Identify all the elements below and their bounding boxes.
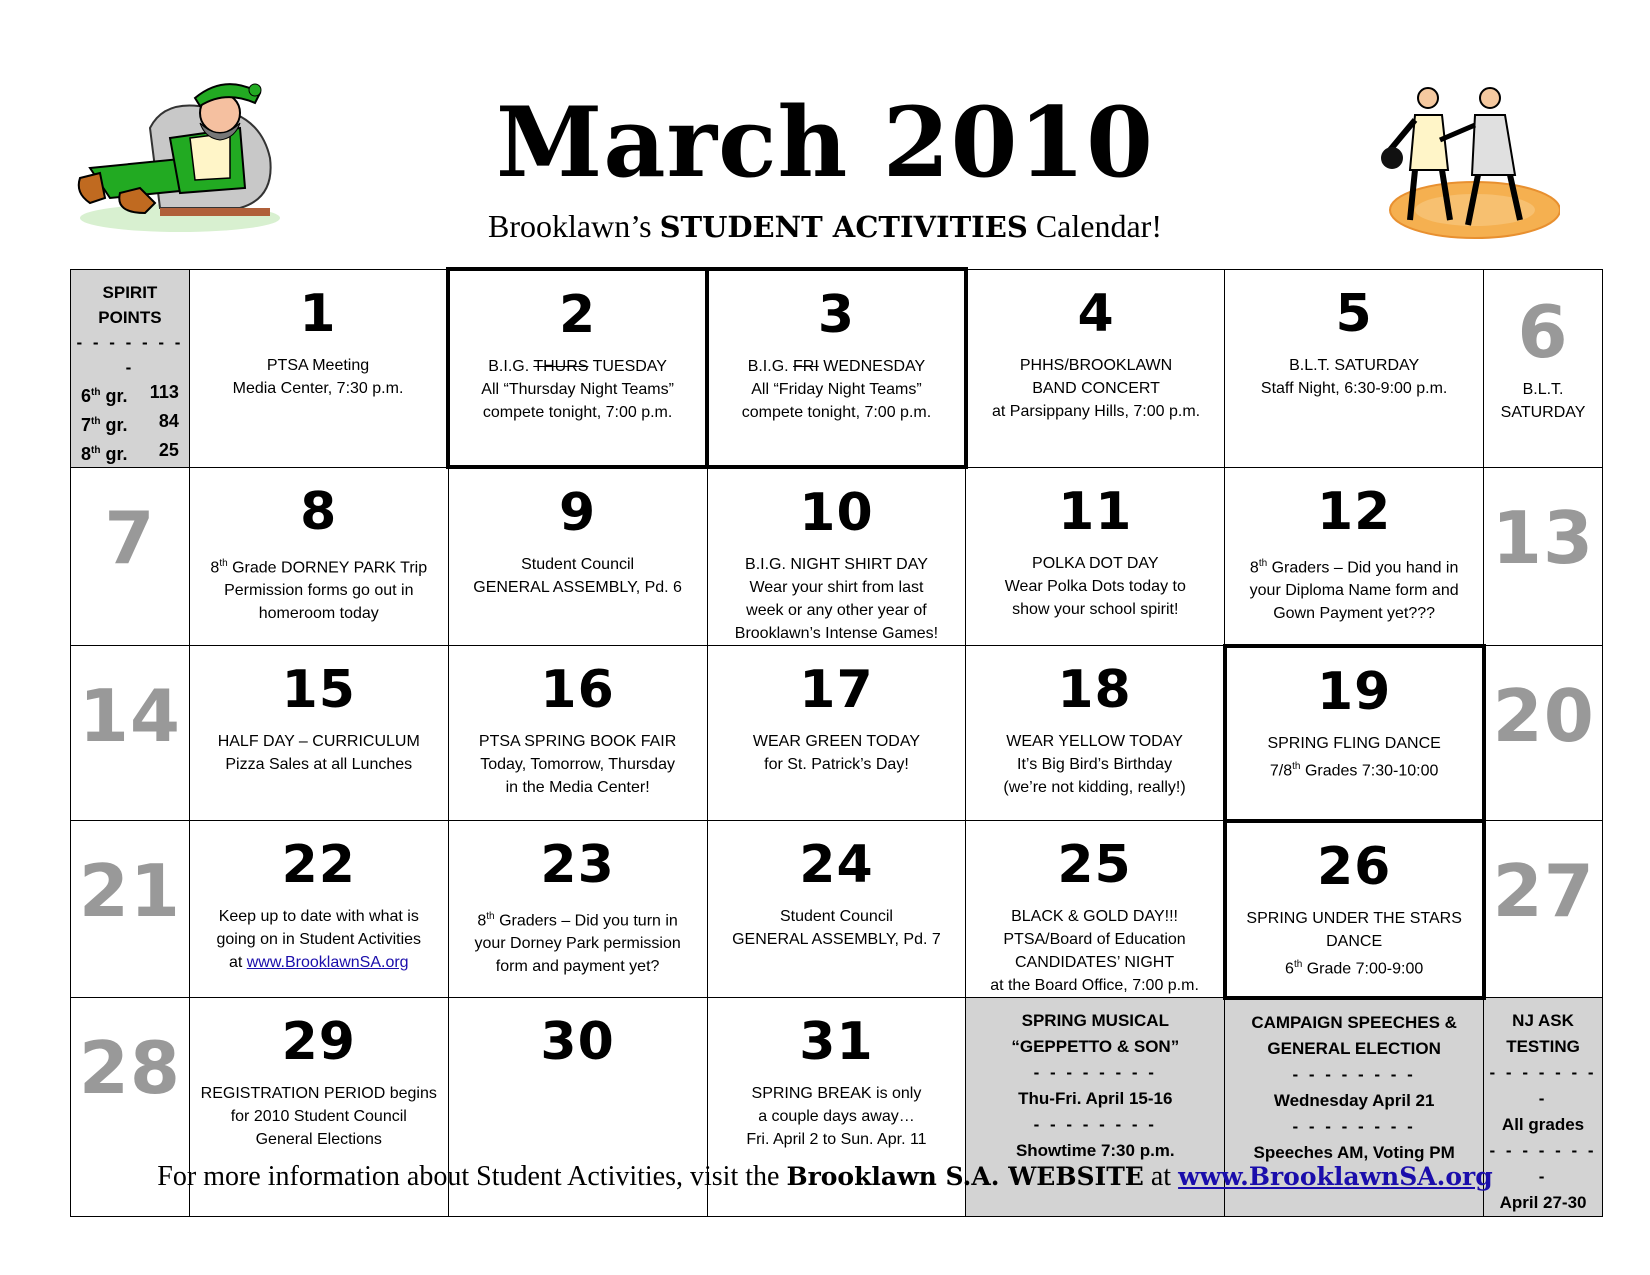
day-number: 18 xyxy=(1057,660,1132,720)
day-cell-20 xyxy=(1484,646,1603,821)
page-title: March 2010 xyxy=(496,86,1154,199)
day-number: 16 xyxy=(540,660,615,720)
day-cell-1 xyxy=(189,269,448,467)
day-cell-25 xyxy=(966,821,1225,998)
footer: For more information about Student Activities, visit the Brooklawn S.A. WEBSITE at www.BrooklawnSA.org xyxy=(157,1161,1493,1192)
day-cell-18 xyxy=(966,646,1225,821)
day-cell-23 xyxy=(448,821,707,998)
day-cell-11 xyxy=(966,467,1225,646)
day-cell-6 xyxy=(1484,269,1603,467)
day-number: 26 xyxy=(1316,836,1392,897)
day-number: 27 xyxy=(1492,849,1595,933)
day-event: B.I.G. FRI WEDNESDAY All “Friday Night Teams” compete tonight, 7:00 p.m. xyxy=(741,358,932,421)
day-number: 2 xyxy=(559,285,597,345)
day-event: REGISTRATION PERIOD begins for 2010 Student Council General Elections xyxy=(200,1085,437,1148)
day-number: 3 xyxy=(817,285,856,345)
day-cell-12 xyxy=(1225,467,1484,646)
day-cell-13 xyxy=(1484,467,1603,646)
spirit-separator: - - - - - - - - xyxy=(76,332,184,377)
day-number: 8 xyxy=(300,481,338,542)
day-number: 11 xyxy=(1058,481,1133,542)
day-cell-3 xyxy=(707,269,966,467)
struck-text: FRI xyxy=(793,358,819,375)
day-cell-7 xyxy=(71,467,190,646)
day-event: 8th Graders – Did you hand in your Diploma Name form and Gown Payment yet??? xyxy=(1249,557,1459,622)
day-cell-26 xyxy=(1225,821,1484,998)
day-event: WEAR GREEN TODAY for St. Patrick’s Day! xyxy=(752,733,921,773)
spirit-points-value: 25 xyxy=(158,439,179,460)
website-link[interactable]: www.BrooklawnSA.org xyxy=(246,954,409,971)
day-cell-15 xyxy=(189,646,448,821)
day-event: WEAR YELLOW TODAY It’s Big Bird’s Birthday (we’re not kidding, really!) xyxy=(1003,733,1186,796)
day-cell-9 xyxy=(448,467,707,646)
subtitle-bold: STUDENT ACTIVITIES xyxy=(659,210,1028,244)
day-event: PHHS/BROOKLAWN BAND CONCERT at Parsippany Hills, 7:00 p.m. xyxy=(992,356,1201,420)
subtitle-prefix: Brooklawn’s xyxy=(488,208,660,244)
spirit-row-7th: 7th gr. 84 xyxy=(71,409,189,438)
day-number: 28 xyxy=(78,1026,182,1110)
day-event: Keep up to date with what is going on in Student Activities at www.BrooklawnSA.org xyxy=(216,908,422,971)
day-number: 22 xyxy=(281,835,356,895)
day-number: 30 xyxy=(540,1012,615,1072)
upcoming-election: CAMPAIGN SPEECHES & GENERAL ELECTION - - - - - - - - Wednesday April 21 - - - - - - - - Speeches AM, Voting PM xyxy=(1225,998,1484,1217)
day-cell-19 xyxy=(1225,646,1484,821)
day-number: 5 xyxy=(1335,283,1373,344)
day-event: PTSA Meeting Media Center, 7:30 p.m. xyxy=(232,356,404,397)
day-number: 9 xyxy=(559,483,597,543)
day-event: PTSA SPRING BOOK FAIR Today, Tomorrow, Thursday in the Media Center! xyxy=(478,733,677,796)
day-number: 1 xyxy=(299,283,337,344)
spirit-points-cell xyxy=(71,269,190,467)
day-cell-24 xyxy=(707,821,966,998)
day-event: SPRING BREAK is only a couple days away… Fri. April 2 to Sun. Apr. 11 xyxy=(746,1085,927,1148)
day-number: 20 xyxy=(1492,674,1595,758)
day-number: 14 xyxy=(78,674,182,758)
day-cell-21 xyxy=(71,821,190,998)
day-number: 24 xyxy=(799,835,874,895)
day-cell-22 xyxy=(189,821,448,998)
calendar-week-row xyxy=(71,467,1603,646)
day-event: SPRING FLING DANCE 7/8th Grades 7:30-10:00 xyxy=(1267,734,1441,779)
day-number: 21 xyxy=(78,849,182,933)
day-event: B.L.T. SATURDAY xyxy=(1500,380,1586,421)
day-number: 7 xyxy=(104,495,156,580)
day-cell-10 xyxy=(707,467,966,646)
day-event: SPRING UNDER THE STARS DANCE 6th Grade 7:00-9:00 xyxy=(1246,909,1462,977)
day-event: 8th Graders – Did you turn in your Dorney Park permission form and payment yet? xyxy=(474,911,681,976)
day-number: 19 xyxy=(1316,661,1392,722)
day-cell-27 xyxy=(1484,821,1603,998)
day-cell-17 xyxy=(707,646,966,821)
spirit-title-1: SPIRIT xyxy=(102,282,158,302)
page-subtitle xyxy=(0,206,1650,247)
day-event: Student Council GENERAL ASSEMBLY, Pd. 6 xyxy=(473,556,682,596)
spirit-points-value: 113 xyxy=(149,381,179,402)
day-number: 17 xyxy=(799,660,874,720)
day-event: BLACK & GOLD DAY!!! PTSA/Board of Education CANDIDATES’ NIGHT at the Board Office, 7:00 p.m. xyxy=(990,908,1199,994)
day-number: 4 xyxy=(1077,283,1115,344)
calendar-week-row xyxy=(71,646,1603,821)
day-number: 29 xyxy=(281,1012,356,1072)
day-number: 12 xyxy=(1316,481,1392,542)
day-cell-2 xyxy=(448,269,707,467)
day-number: 25 xyxy=(1057,835,1132,895)
day-event: POLKA DOT DAY Wear Polka Dots today to show your school spirit! xyxy=(1004,554,1186,618)
day-number: 31 xyxy=(799,1012,874,1072)
spirit-points-value: 84 xyxy=(158,410,179,431)
day-number: 23 xyxy=(540,835,615,895)
day-cell-4 xyxy=(966,269,1225,467)
subtitle-suffix: Calendar! xyxy=(1027,208,1162,244)
upcoming-nj-ask: NJ ASK TESTING - - - - - - - - All grades - - - - - - - - April 27-30 xyxy=(1484,998,1603,1217)
struck-text: THURS xyxy=(533,358,589,375)
calendar-grid xyxy=(70,267,1603,1217)
footer-website-link[interactable]: www.BrooklawnSA.org xyxy=(1178,1162,1493,1191)
day-event: HALF DAY – CURRICULUM Pizza Sales at all Lunches xyxy=(217,733,420,773)
day-number: 15 xyxy=(281,660,356,720)
spirit-row-8th: 8th gr. 25 xyxy=(71,438,189,467)
day-number: 6 xyxy=(1517,289,1569,374)
day-number: 10 xyxy=(799,483,874,543)
spirit-title-2: POINTS xyxy=(98,307,162,327)
upcoming-spring-musical: SPRING MUSICAL “GEPPETTO & SON” - - - - - - - - Thu-Fri. April 15-16 - - - - - - - - Showtime 7:30 p.m. xyxy=(966,998,1225,1217)
calendar-week-row xyxy=(71,821,1603,998)
day-event: Student Council GENERAL ASSEMBLY, Pd. 7 xyxy=(732,908,941,948)
day-cell-14 xyxy=(71,646,190,821)
day-number: 13 xyxy=(1491,495,1595,580)
calendar-week-row xyxy=(71,269,1603,467)
day-cell-5 xyxy=(1225,269,1484,467)
day-cell-8 xyxy=(189,467,448,646)
day-cell-16 xyxy=(448,646,707,821)
day-event: B.I.G. NIGHT SHIRT DAY Wear your shirt from last week or any other year of Brooklawn’s Intense Games! xyxy=(734,556,939,642)
spirit-row-6th: 6th gr. 113 xyxy=(71,380,189,409)
day-event: B.I.G. THURS TUESDAY All “Thursday Night Teams” compete tonight, 7:00 p.m. xyxy=(481,358,674,421)
day-event: B.L.T. SATURDAY Staff Night, 6:30-9:00 p.m. xyxy=(1260,356,1448,397)
day-event: 8th Grade DORNEY PARK Trip Permission forms go out in homeroom today xyxy=(210,557,428,622)
